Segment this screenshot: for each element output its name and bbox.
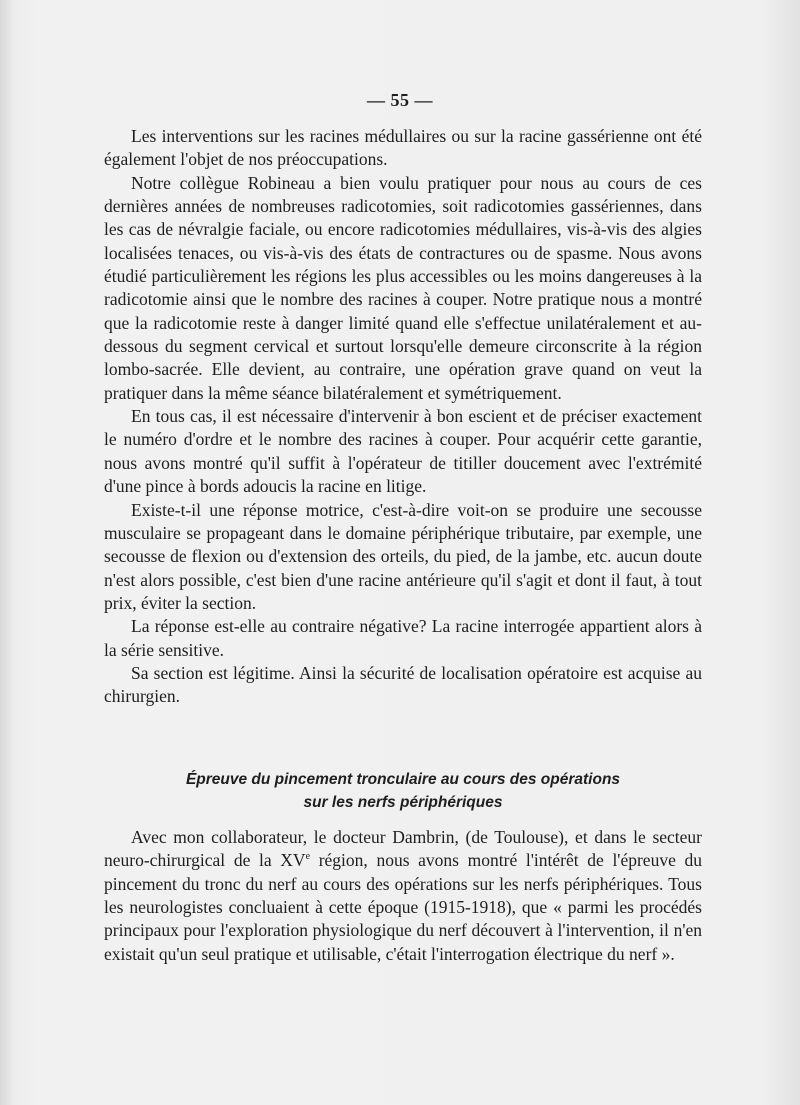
body-text xyxy=(104,125,702,709)
section-paragraph xyxy=(104,826,702,966)
section-heading-line-2: sur les nerfs périphériques xyxy=(303,794,503,811)
section-paragraph-part-1: Avec mon collaborateur, le docteur Dambrin, (de Toulouse), et dans le secteur neuro-chirurgical de la XV xyxy=(104,827,702,871)
region-superscript: e xyxy=(305,851,311,863)
section-heading xyxy=(104,768,702,814)
paragraph-5: La réponse est-elle au contraire négative? La racine interrogée appartient alors à la série sensitive. xyxy=(104,616,702,660)
section-heading-line-1: Épreuve du pincement tronculaire au cours des opérations xyxy=(185,771,621,788)
section-body xyxy=(104,826,702,966)
paragraph-1: Les interventions sur les racines médullaires ou sur la racine gassérienne ont été également l'objet de nos préoccupations. xyxy=(104,126,702,170)
section-paragraph-part-2: région, nous avons montré l'intérêt de l'épreuve du pincement du tronc du nerf au cours des opérations sur les nerfs périphériques. Tous les neurologistes concluaient à cette époque (1915-1918), que « parmi les procédés principaux pour l'exploration physiologique du nerf découvert à l'intervention, il n'en existait qu'un seul pratique et utilisable, c'était l'interrogation électrique du nerf ». xyxy=(104,850,703,964)
page-number: — 55 — xyxy=(367,90,433,110)
paragraph-6: Sa section est légitime. Ainsi la sécurité de localisation opératoire est acquise au chirurgien. xyxy=(104,662,702,707)
paragraph-3: En tous cas, il est nécessaire d'intervenir à bon escient et de préciser exactement le numéro d'ordre et le nombre des racines à couper. Pour acquérir cette garantie, nous avons montré qu'il suffit à l'opérateur de titiller doucement avec l'extrémité d'une pince à bords adoucis la racine en litige. xyxy=(104,406,702,497)
paragraph-2: Notre collègue Robineau a bien voulu pratiquer pour nous au cours de ces dernières années de nombreuses radicotomies, soit radicotomies gassériennes, dans les cas de névralgie faciale, ou encore radicotomies médullaires, vis-à-vis des algies localisées tenaces, ou vis-à-vis des états de contractures ou de spasme. Nous avons étudié particulièrement les régions les plus accessibles ou les moins dangereuses à la radicotomie ainsi que le nombre des racines à couper. Notre pratique nous a montré que la radicotomie reste à danger limité quand elle s'effectue unilatéralement et au-dessous du segment cervical et surtout lorsqu'elle demeure circonscrite à la région lombo-sacrée. Elle devient, au contraire, une opération grave quand on veut la pratiquer dans la même séance bilatéralement et symétriquement. xyxy=(104,172,702,403)
paragraph-4: Existe-t-il une réponse motrice, c'est-à-dire voit-on se produire une secousse musculaire se propageant dans le domaine périphérique tributaire, par exemple, une secousse de flexion ou d'extension des orteils, du pied, de la jambe, etc. aucun doute n'est alors possible, c'est bien d'une racine antérieure qu'il s'agit et dont il faut, à tout prix, éviter la section. xyxy=(104,499,702,613)
